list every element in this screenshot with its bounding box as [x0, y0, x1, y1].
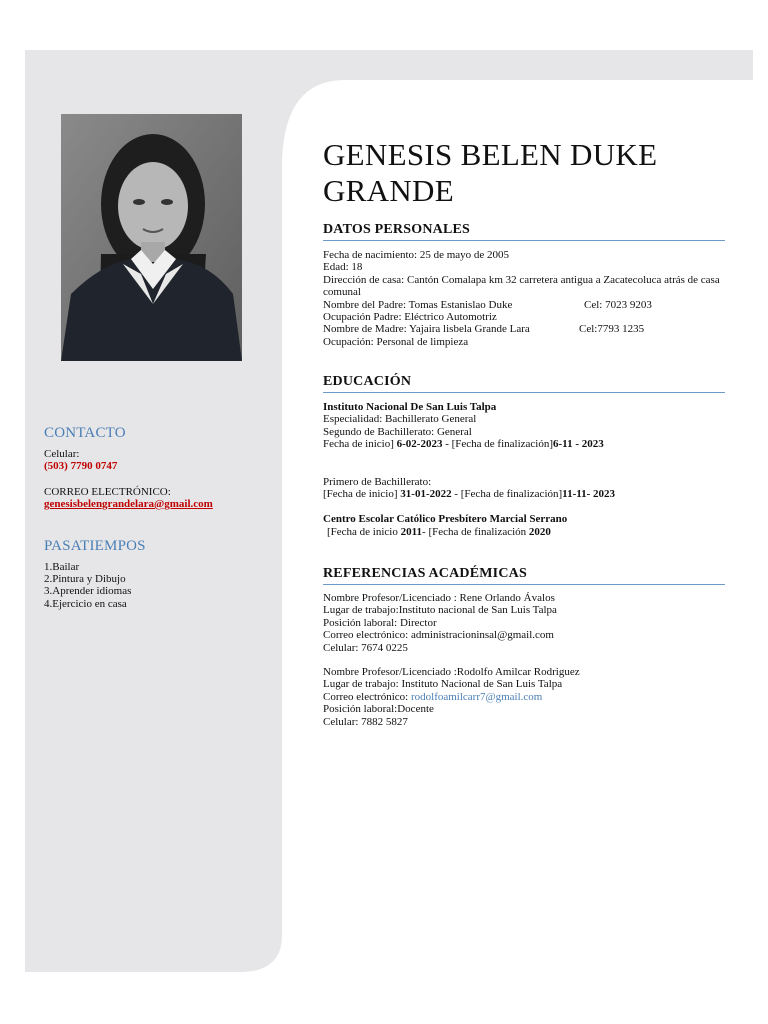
start-label: [Fecha de inicio] [323, 488, 398, 501]
profile-photo [61, 114, 242, 361]
birth-date: Fecha de nacimiento: 25 de mayo de 2005 [323, 249, 510, 261]
ref-position: Posición laboral: Director [323, 616, 437, 629]
end-date: 11-11- 2023 [562, 488, 616, 501]
father-name: Nombre del Padre: Tomas Estanislao Duke [323, 298, 513, 311]
references-heading: REFERENCIAS ACADÉMICAS [323, 566, 725, 585]
hobby-item: 3.Aprender idiomas [44, 585, 132, 597]
dates-row [323, 526, 733, 538]
father-phone: Cel: 7023 9203 [584, 298, 652, 311]
start-date: 6-02-2023 [396, 438, 443, 451]
ref-email-label: Correo electrónico: [323, 690, 409, 703]
father-occupation: Ocupación Padre: Eléctrico Automotriz [323, 311, 497, 324]
specialty: Especialidad: Bachillerato General [323, 413, 477, 426]
address: Dirección de casa: Cantón Comalapa km 32 carretera antigua a Zacatecoluca atrás de casa comunal [323, 273, 720, 299]
ref-name: Nombre Profesor/Licenciado :Rodolfo Amilcar Rodriguez [323, 666, 580, 679]
phone-label: Celular: [44, 448, 80, 460]
age: Edad: 18 [323, 261, 363, 274]
hobby-item: 1.Bailar [44, 561, 80, 573]
ref-email-link[interactable]: rodolfoamilcarr7@gmail.com [410, 690, 543, 703]
father-row [323, 299, 733, 311]
personal-data-block [323, 249, 733, 348]
dates-row [323, 438, 733, 450]
start-label: [Fecha de inicio [327, 525, 398, 538]
contact-heading: CONTACTO [44, 425, 126, 441]
email-link[interactable]: genesisbelengrandelara@gmail.com [44, 498, 213, 510]
ref-workplace: Lugar de trabajo: Instituto Nacional de San Luis Talpa [323, 678, 563, 691]
ref-email: Correo electrónico: administracioninsal@gmail.com [323, 629, 554, 642]
mother-name: Nombre de Madre: Yajaira lisbela Grande Lara [323, 323, 530, 336]
candidate-name: GENESIS BELEN DUKE GRANDE [323, 137, 658, 208]
hobby-item: 4.Ejercicio en casa [44, 598, 127, 610]
phone-value: (503) 7790 0747 [44, 460, 118, 472]
dates-row [323, 488, 733, 500]
ref-workplace: Lugar de trabajo:Instituto nacional de San Luis Talpa [323, 604, 557, 617]
ref-phone: Celular: 7674 0225 [323, 641, 408, 654]
end-date: 2020 [528, 525, 551, 538]
education-heading: EDUCACIÓN [323, 374, 725, 393]
end-date: 6-11 - 2023 [553, 438, 604, 451]
school-name: Instituto Nacional De San Luis Talpa [323, 401, 497, 413]
end-label: - [Fecha de finalización] [454, 488, 563, 501]
personal-data-heading: DATOS PERSONALES [323, 222, 725, 241]
hobby-item: 2.Pintura y Dibujo [44, 573, 126, 585]
education-block [323, 401, 733, 538]
ref-name: Nombre Profesor/Licenciado : Rene Orlando Ávalos [323, 592, 555, 604]
mother-phone: Cel:7793 1235 [579, 323, 645, 336]
ref-email-row [323, 691, 733, 703]
ref-phone: Celular: 7882 5827 [323, 715, 408, 728]
start-label: Fecha de inicio] [323, 438, 394, 451]
mother-occupation: Ocupación: Personal de limpieza [323, 335, 469, 348]
first-year: Primero de Bachillerato: [323, 475, 432, 488]
email-label: CORREO ELECTRÓNICO: [44, 486, 171, 498]
mother-row [323, 323, 733, 335]
references-block [323, 592, 733, 728]
start-date: 2011 [400, 525, 423, 538]
ref-position: Posición laboral:Docente [323, 703, 434, 716]
school-name: Centro Escolar Católico Presbítero Marcial Serrano [323, 513, 568, 526]
end-label: - [Fecha de finalización [422, 525, 527, 538]
hobbies-heading: PASATIEMPOS [44, 538, 146, 554]
second-year: Segundo de Bachillerato: General [323, 425, 472, 438]
end-label: - [Fecha de finalización] [445, 438, 554, 451]
start-date: 31-01-2022 [400, 488, 452, 501]
